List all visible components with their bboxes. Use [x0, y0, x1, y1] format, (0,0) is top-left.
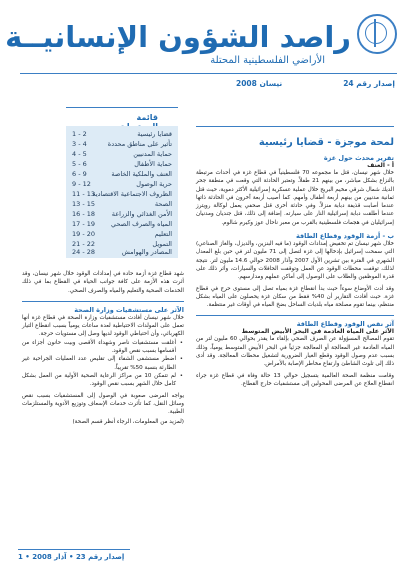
- toc-item-pages: 6 - 9: [72, 170, 87, 178]
- health-bullet: • لم تتمكن 10 من مراكز الرعاية الصحية الأولية من العمل بشكل كامل خلال الشهر بسبب نقص الوقود.: [22, 372, 176, 389]
- section-violence-text: خلال شهر نيسان، قتل ما مجموعه 70 فلسطينياً في قطاع غزة في أحداث مرتبطة بالنزاع بشكل مباشر، من بينهم 21 طفلاً. وتعتبر الحادثة التي وقعت في منطقة جحر الديك شمال شرقي مخيم البريج خلال عملية عسكرية إسرائيلية الأكثر دموية، حيث قتل ثمانية مدنيين من بينهم أربعة أطفال وأمهم. كما أصيب أربعة آخرون في الحادثة ذاتها عندما أصابت قذيفة دبابة منزلاً. وفي حادثة أخرى قتل صحفي يعمل لوكالة رويترز عندما أطلقت دبابة إسرائيلية النار على سيارته. إضافة إلى ذلك، قتل جنديان ومدنيان إسرائيليان في هجمات فلسطينية بالقرب من معبر ناحال عوز وكيرم شالوم.: [196, 170, 394, 226]
- report-title: راصد الشؤون الإنسانيــة: [5, 20, 351, 54]
- issue-number: إصدار رقم 24: [343, 79, 395, 88]
- toc-item-pages: 16 - 18: [72, 210, 96, 218]
- toc-title: قائمة: [136, 113, 158, 122]
- table-of-contents: [66, 126, 178, 258]
- toc-item-label: المياه والصرف الصحي: [111, 220, 172, 228]
- health-closing-text: يواجه المرضى صعوبة في الوصول إلى المستشفيات بسبب نقص وسائل النقل، كما تأثرت خدمات الإسعاف وتوزيع الأدوية والمستلزمات الطبية.: [22, 392, 184, 416]
- toc-item-label: الصحة: [154, 200, 172, 208]
- toc-item-label: العنف والملكية الخاصة: [111, 170, 172, 178]
- toc-item-pages: 9 - 12: [72, 180, 91, 188]
- toc-item-pages: 17 - 19: [72, 220, 96, 228]
- section-fuel-text: خلال شهر نيسان تم تخفيض إمدادات الوقود (ما فيه البنزين، والديزل، والغاز الصناعي) التي سمحت إسرائيل بإدخالها إلى غزة لتصل إلى 71 مليون لتر في حين بلغ المعدل الشهري في الفترة بين تشرين الأول 2007 وآذار 2008 حوالي 14.6 مليون لتر. نتيجة لذلك، توقفت محطات الوقود عن العمل وتوقفت الحافلات والسيارات، وأثر ذلك على قدرة الموظفين والطلاب على الوصول إلى أماكن عملهم ومدارسهم.: [196, 241, 395, 281]
- side-divider: [22, 301, 184, 302]
- toc-item-pages: 4 - 5: [72, 150, 87, 158]
- toc-item-label: حماية المدنيين: [133, 150, 172, 158]
- toc-item-label: حماية الأطفال: [134, 160, 172, 168]
- section-impact-text-2: وقامت منظمة الصحة العالمية بتسجيل حوالي 13 حالة وفاة في قطاع غزة جراء انقطاع العلاج عن المرضى المحولين إلى مستشفيات خارج القطاع.: [196, 372, 394, 387]
- toc-item-pages: 21 - 22: [72, 240, 96, 248]
- main-column: [196, 154, 394, 388]
- section-divider: [196, 315, 394, 316]
- toc-item-pages: 13 - 15: [72, 200, 96, 208]
- main-heading-divider: [196, 126, 394, 127]
- header: [0, 0, 413, 92]
- toc-item-label: الأمن الغذائي والزراعة: [111, 210, 172, 218]
- page-footer: إصدار رقم 23 • آذار 2008 • 1: [18, 553, 125, 561]
- section-impact-text: تقوم المصالح المسؤولة عن الصرف الصحي بإلقاء ما يقدر بحوالي 60 مليون لتر من المياه العادمة غير المعالجة أو المعالجة جزئياً في البحر الأبيض المتوسط يومياً، وذلك بسبب عدم وصول الوقود وقطع الغيار الضرورية لتشغيل محطات المعالجة. وقد أدى ذلك إلى تلوث الشاطئ وارتفاع مخاطر الإصابة بالأمراض.: [196, 336, 395, 368]
- toc-item-pages: 24 - 28: [72, 248, 96, 256]
- toc-item-pages: 11 - 13: [72, 190, 96, 198]
- toc-item-label: التعليم: [154, 230, 172, 238]
- toc-item-pages: 19 - 20: [72, 230, 96, 238]
- toc-item-pages: 1 - 2: [72, 130, 87, 138]
- toc-item-label: الظروف الاجتماعية الاقتصادية: [92, 190, 172, 198]
- health-note: (لمزيد من المعلومات، الرجاء أنظر قسم الصحة): [72, 419, 184, 426]
- section-fuel-title: ب - أزمة الوقود وقطاع الطاقة: [295, 232, 394, 241]
- section-violence-subtitle: أ - العنف: [367, 162, 394, 169]
- section-gaza-title: تقرير محدث حول غزة: [323, 154, 394, 162]
- health-bullet: • اضطر مستشفى الشفاء إلى تقليص عدد العمليات الجراحية غير الطارئة بنسبة 50% تقريباً.: [22, 355, 176, 372]
- toc-item-label: المصادر والهوامش: [121, 248, 172, 256]
- toc-item-label: حرية الوصول: [136, 180, 172, 188]
- un-emblem-icon: [357, 14, 397, 54]
- toc-item-label: التمويل: [152, 240, 172, 248]
- main-heading: لمحة موجزة - قضايا رئيسية: [258, 137, 394, 148]
- health-section-text: خلال شهر نيسان أفادت مستشفيات وزارة الصحة في قطاع غزة أنها تعمل على المولدات الاحتياطية لعدة ساعات يومياً بسبب انقطاع التيار الكهربائي، وأن احتياطي الوقود لديها وصل إلى مستويات حرجة.: [22, 314, 184, 338]
- section-impact-subtitle: الآثر على المياه العادمة في البحر الأبيض المتوسط: [241, 328, 394, 336]
- toc-item-label: قضايا رئيسية: [137, 130, 172, 138]
- toc-divider: [66, 107, 178, 108]
- health-bullet: • أغلقت مستشفيات ناصر وشهداء الأقصى وبيت حانون أجزاء من أقسامها بسبب نقص الوقود.: [22, 339, 176, 356]
- report-subtitle: الأراضي الفلسطينية المحتلة: [210, 55, 325, 66]
- health-section-title: الآثر على مستشفيات وزارة الصحة: [74, 305, 184, 314]
- toc-item-pages: 5 - 6: [72, 160, 87, 168]
- side-intro-text: شهد قطاع غزة أزمة حادة في إمدادات الوقود خلال شهر نيسان، وقد أثرت هذه الأزمة على كافة جوانب الحياة في القطاع بما في ذلك الخدمات الصحية والتعليم والمياه والصرف الصحي.: [22, 271, 184, 294]
- issue-date: نيسان 2008: [236, 79, 283, 88]
- toc-item-pages: 3 - 4: [72, 140, 87, 148]
- footer-divider: [18, 549, 130, 550]
- toc-item[interactable]: [66, 248, 178, 259]
- section-impact-title: آثر نقص الوقود وقطاع الطاقة: [296, 320, 394, 329]
- header-divider: [20, 73, 397, 74]
- section-fuel-text-2: وقد أدت الأوضاع سوءاً حيث بدأ انقطاع غزة بمياه تصل إلى مستوى حرج في قطاع غزة. حيث أفادت التقارير أن 40% فقط من سكان غزة يحصلون على المياه بشكل منتظم، بينما تقوم مصلحة مياه بلديات الساحل بضخ المياه في أوقات غير منتظمة.: [196, 285, 395, 309]
- toc-item-label: تأثير على مناطق محددة: [107, 140, 172, 148]
- side-column: [22, 270, 184, 427]
